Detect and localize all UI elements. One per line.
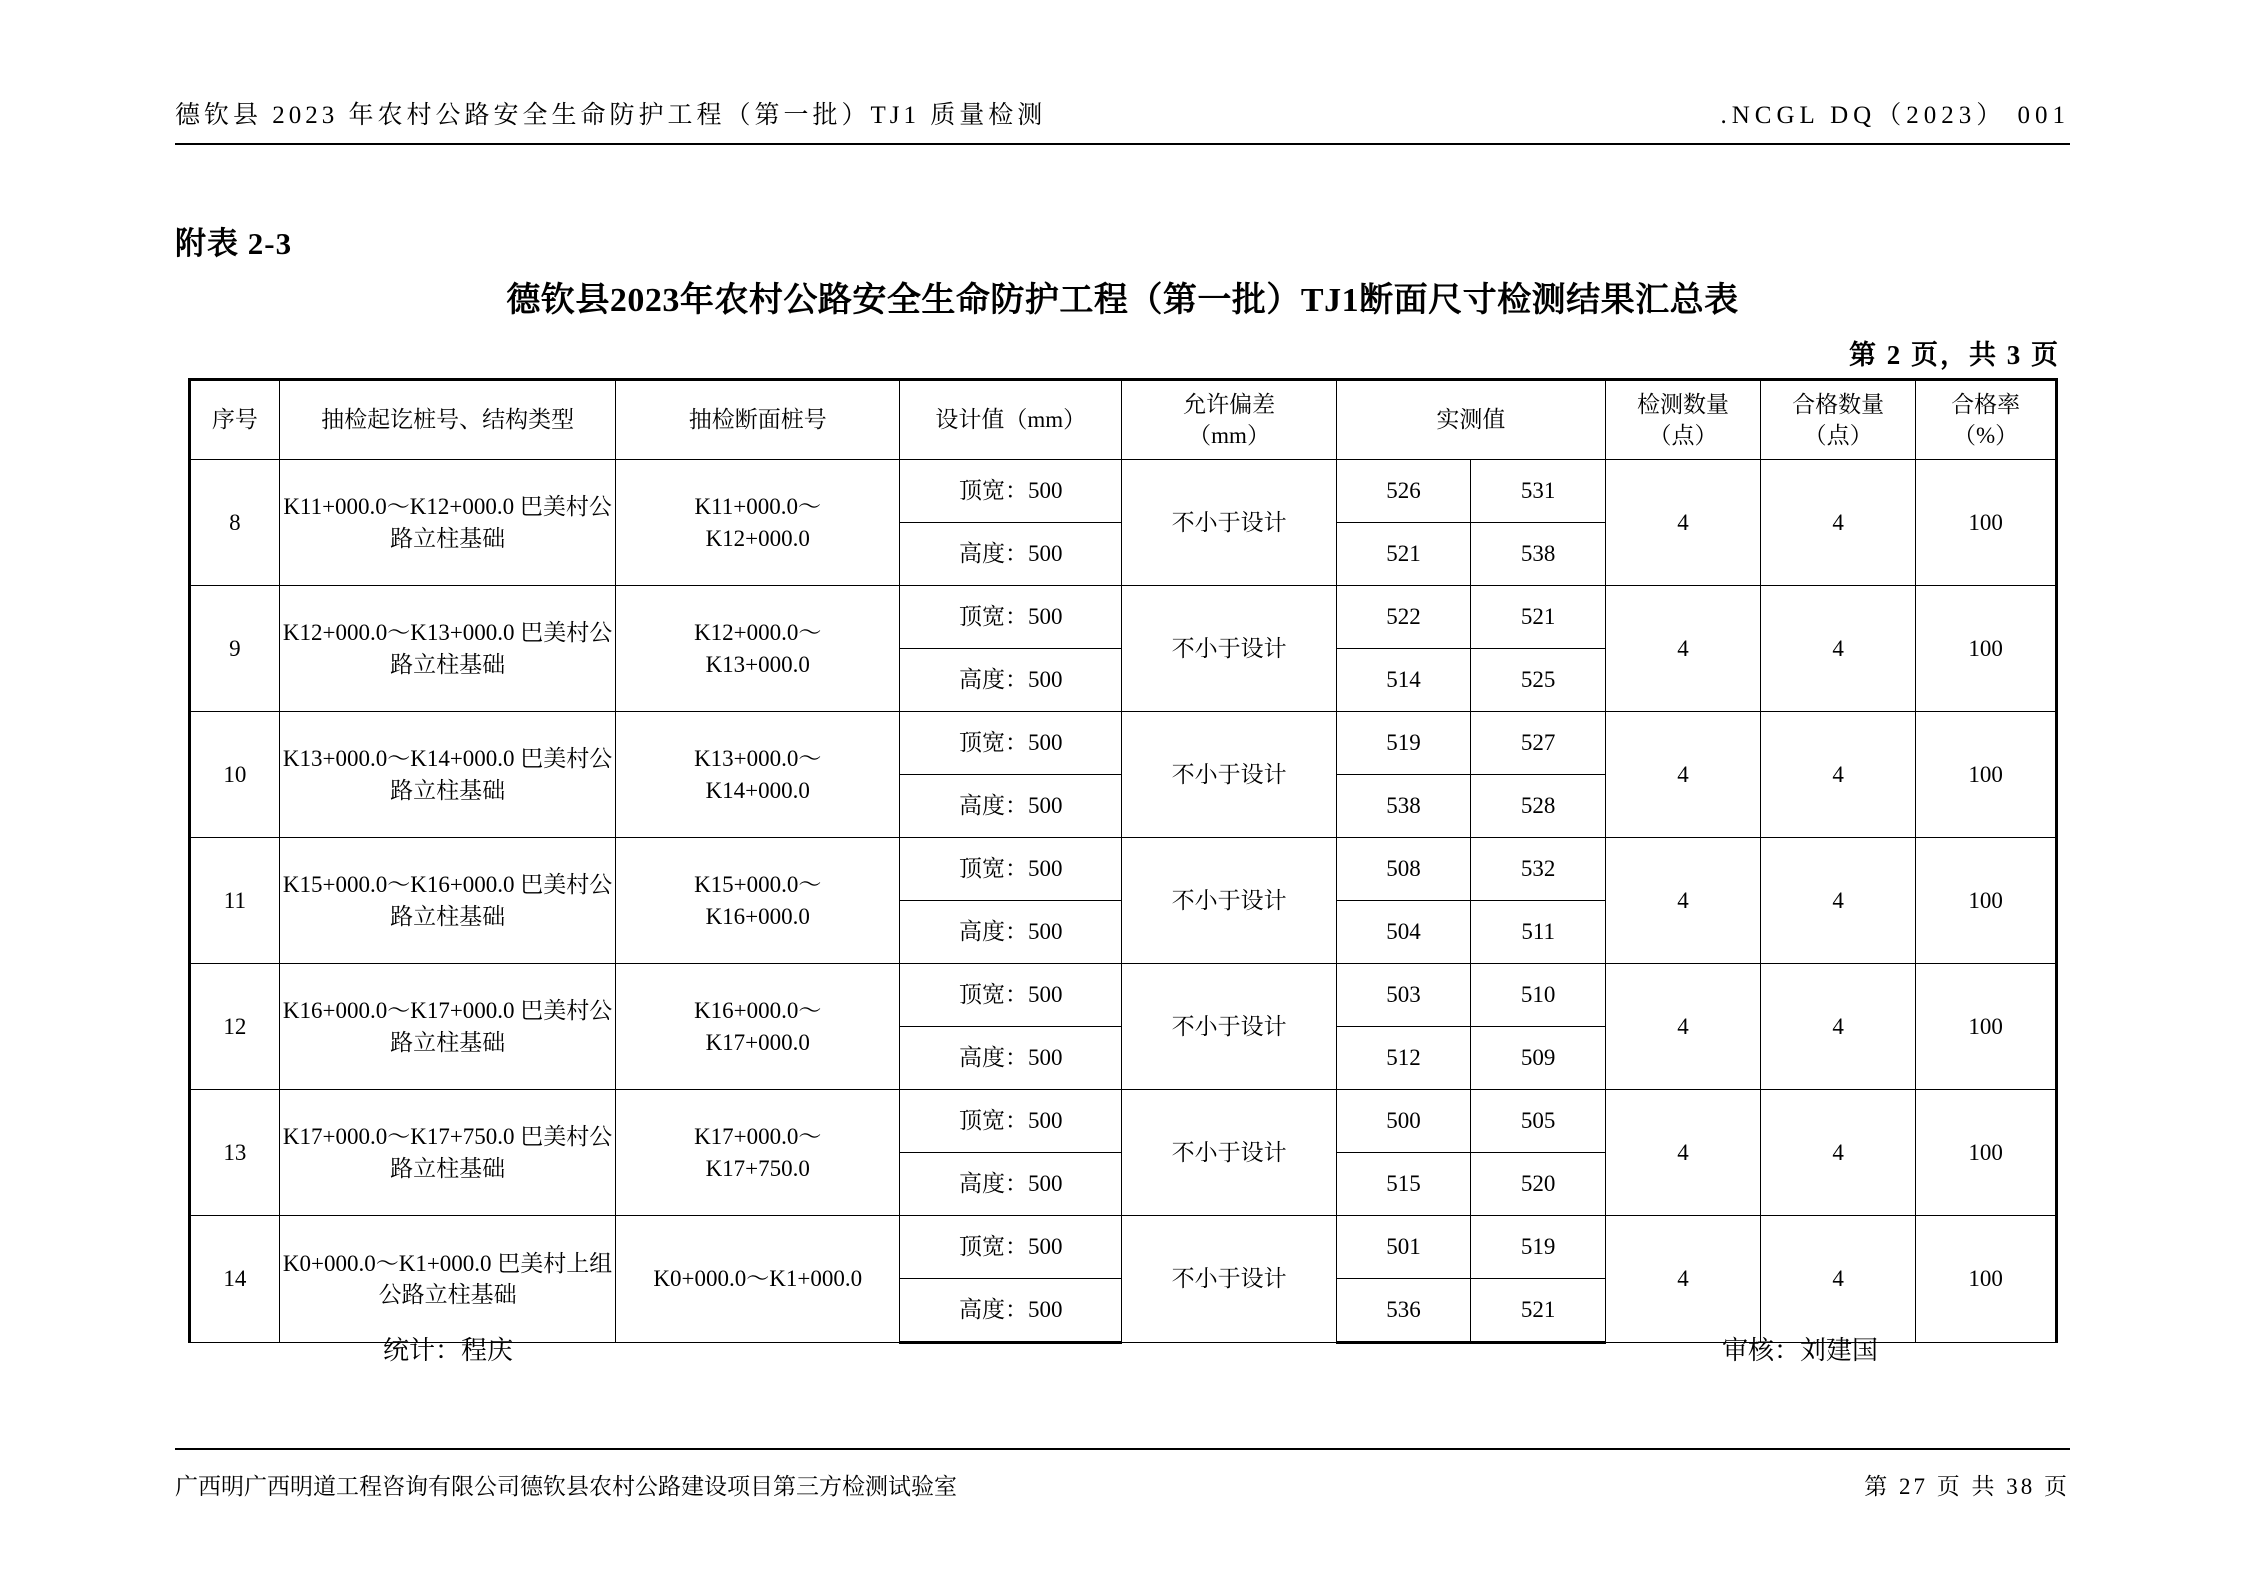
cell-section (616, 838, 900, 964)
col-header-deviation-line1: 允许偏差 (1183, 391, 1276, 417)
cell-rate: 100 (1916, 838, 2057, 964)
cell-measured-1: 522 (1336, 586, 1471, 649)
page-count-label: 第 2 页，共 3 页 (1849, 340, 2060, 370)
header-divider (175, 143, 2070, 145)
col-header-rate (1916, 380, 2057, 460)
cell-rate: 100 (1916, 964, 2057, 1090)
results-table-wrapper (188, 378, 2058, 1344)
cell-measured-1: 504 (1336, 901, 1471, 964)
cell-section-line1: K16+000.0～ (694, 998, 822, 1024)
col-header-count-line2: （点） (1648, 423, 1718, 448)
cell-section-line2: K12+000.0 (705, 525, 810, 551)
cell-design: 顶宽：500 (900, 460, 1122, 523)
cell-design: 顶宽：500 (900, 712, 1122, 775)
col-header-section: 抽检断面桩号 (616, 380, 900, 460)
footer-divider (175, 1448, 2070, 1450)
cell-design: 顶宽：500 (900, 1216, 1122, 1279)
cell-measured-2: 519 (1471, 1216, 1606, 1279)
header-doc-code: .NCGL DQ（2023） 001 (1720, 102, 2070, 129)
cell-measured-1: 519 (1336, 712, 1471, 775)
cell-segment: K11+000.0～K12+000.0 巴美村公路立柱基础 (279, 460, 616, 586)
cell-measured-1: 538 (1336, 775, 1471, 838)
cell-pass: 4 (1761, 838, 1916, 964)
cell-section (616, 964, 900, 1090)
cell-design: 高度：500 (900, 1279, 1122, 1343)
cell-measured-1: 500 (1336, 1090, 1471, 1153)
col-header-pass-line1: 合格数量 (1792, 391, 1885, 417)
footer-page-number: 第 27 页 共 38 页 (1864, 1474, 2070, 1499)
cell-design: 高度：500 (900, 1027, 1122, 1090)
cell-design: 顶宽：500 (900, 838, 1122, 901)
cell-measured-2: 520 (1471, 1153, 1606, 1216)
col-header-rate-line1: 合格率 (1951, 391, 2021, 417)
reviewer-label: 审核：刘建国 (1721, 1336, 1878, 1365)
cell-measured-2: 531 (1471, 460, 1606, 523)
appendix-label: 附表 2-3 (175, 226, 293, 261)
cell-section-line2: K17+750.0 (705, 1155, 810, 1181)
statistician-label: 统计：程庆 (383, 1336, 514, 1365)
col-header-deviation-line2: （mm） (1188, 423, 1270, 448)
cell-measured-1: 503 (1336, 964, 1471, 1027)
cell-deviation: 不小于设计 (1122, 1216, 1336, 1343)
cell-segment: K15+000.0～K16+000.0 巴美村公路立柱基础 (279, 838, 616, 964)
col-header-count-line1: 检测数量 (1637, 391, 1730, 417)
cell-rate: 100 (1916, 586, 2057, 712)
cell-measured-1: 508 (1336, 838, 1471, 901)
cell-count: 4 (1606, 1216, 1761, 1343)
cell-measured-1: 512 (1336, 1027, 1471, 1090)
cell-pass: 4 (1761, 460, 1916, 586)
cell-measured-2: 505 (1471, 1090, 1606, 1153)
cell-pass: 4 (1761, 1090, 1916, 1216)
cell-sn: 10 (190, 712, 280, 838)
cell-section-line1: K0+000.0～K1+000.0 (653, 1266, 863, 1292)
col-header-deviation (1122, 380, 1336, 460)
cell-deviation: 不小于设计 (1122, 712, 1336, 838)
cell-section (616, 1090, 900, 1216)
col-header-rate-line2: （%） (1952, 423, 2019, 448)
results-table (188, 378, 2058, 1344)
cell-design: 高度：500 (900, 775, 1122, 838)
cell-section (616, 712, 900, 838)
cell-section-line2: K17+000.0 (705, 1029, 810, 1055)
cell-measured-1: 521 (1336, 523, 1471, 586)
cell-count: 4 (1606, 1090, 1761, 1216)
cell-deviation: 不小于设计 (1122, 1090, 1336, 1216)
cell-section-line2: K14+000.0 (705, 777, 810, 803)
cell-segment: K17+000.0～K17+750.0 巴美村公路立柱基础 (279, 1090, 616, 1216)
footer-org: 广西明广西明道工程咨询有限公司德钦县农村公路建设项目第三方检测试验室 (175, 1474, 957, 1499)
table-header-row (190, 380, 2057, 460)
cell-section-line2: K16+000.0 (705, 903, 810, 929)
page-footer (175, 1468, 2070, 1501)
cell-segment: K13+000.0～K14+000.0 巴美村公路立柱基础 (279, 712, 616, 838)
cell-measured-2: 527 (1471, 712, 1606, 775)
table-row (190, 460, 2057, 523)
cell-rate: 100 (1916, 460, 2057, 586)
cell-measured-1: 515 (1336, 1153, 1471, 1216)
cell-rate: 100 (1916, 712, 2057, 838)
cell-measured-1: 536 (1336, 1279, 1471, 1343)
cell-measured-2: 525 (1471, 649, 1606, 712)
cell-measured-2: 532 (1471, 838, 1606, 901)
cell-segment: K0+000.0～K1+000.0 巴美村上组公路立柱基础 (279, 1216, 616, 1343)
cell-design: 高度：500 (900, 1153, 1122, 1216)
cell-count: 4 (1606, 964, 1761, 1090)
cell-measured-1: 501 (1336, 1216, 1471, 1279)
cell-measured-2: 538 (1471, 523, 1606, 586)
cell-design: 高度：500 (900, 523, 1122, 586)
cell-section-line1: K13+000.0～ (694, 746, 822, 772)
cell-measured-2: 521 (1471, 1279, 1606, 1343)
cell-measured-1: 514 (1336, 649, 1471, 712)
col-header-measured: 实测值 (1336, 380, 1605, 460)
cell-pass: 4 (1761, 964, 1916, 1090)
page-title: 德钦县2023年农村公路安全生命防护工程（第一批）TJ1断面尺寸检测结果汇总表 (506, 282, 1739, 319)
cell-count: 4 (1606, 586, 1761, 712)
cell-section-line1: K12+000.0～ (694, 620, 822, 646)
col-header-pass (1761, 380, 1916, 460)
cell-sn: 14 (190, 1216, 280, 1343)
cell-pass: 4 (1761, 1216, 1916, 1343)
cell-section-line1: K15+000.0～ (694, 872, 822, 898)
cell-measured-2: 510 (1471, 964, 1606, 1027)
col-header-count (1606, 380, 1761, 460)
cell-pass: 4 (1761, 586, 1916, 712)
cell-deviation: 不小于设计 (1122, 460, 1336, 586)
cell-measured-2: 509 (1471, 1027, 1606, 1090)
table-row (190, 838, 2057, 901)
cell-measured-2: 521 (1471, 586, 1606, 649)
cell-sn: 13 (190, 1090, 280, 1216)
cell-count: 4 (1606, 460, 1761, 586)
cell-section (616, 586, 900, 712)
cell-segment: K12+000.0～K13+000.0 巴美村公路立柱基础 (279, 586, 616, 712)
cell-design: 顶宽：500 (900, 1090, 1122, 1153)
table-row (190, 1090, 2057, 1153)
table-row (190, 1216, 2057, 1279)
cell-section (616, 460, 900, 586)
cell-deviation: 不小于设计 (1122, 586, 1336, 712)
cell-measured-1: 526 (1336, 460, 1471, 523)
col-header-segment: 抽检起讫桩号、结构类型 (279, 380, 616, 460)
cell-count: 4 (1606, 712, 1761, 838)
cell-design: 顶宽：500 (900, 964, 1122, 1027)
header-project-title: 德钦县 2023 年农村公路安全生命防护工程（第一批）TJ1 质量检测 (175, 102, 1047, 129)
cell-segment: K16+000.0～K17+000.0 巴美村公路立柱基础 (279, 964, 616, 1090)
cell-deviation: 不小于设计 (1122, 964, 1336, 1090)
cell-pass: 4 (1761, 712, 1916, 838)
table-row (190, 586, 2057, 649)
cell-section-line1: K11+000.0～ (694, 494, 821, 520)
col-header-sn: 序号 (190, 380, 280, 460)
col-header-design: 设计值（mm） (900, 380, 1122, 460)
signature-row (188, 1330, 2058, 1367)
cell-section (616, 1216, 900, 1343)
cell-section-line1: K17+000.0～ (694, 1124, 822, 1150)
cell-design: 高度：500 (900, 901, 1122, 964)
cell-rate: 100 (1916, 1216, 2057, 1343)
cell-count: 4 (1606, 838, 1761, 964)
cell-deviation: 不小于设计 (1122, 838, 1336, 964)
cell-sn: 8 (190, 460, 280, 586)
cell-design: 高度：500 (900, 649, 1122, 712)
cell-sn: 11 (190, 838, 280, 964)
cell-sn: 9 (190, 586, 280, 712)
cell-design: 顶宽：500 (900, 586, 1122, 649)
table-row (190, 712, 2057, 775)
table-row (190, 964, 2057, 1027)
col-header-pass-line2: （点） (1803, 423, 1873, 448)
cell-section-line2: K13+000.0 (705, 651, 810, 677)
cell-sn: 12 (190, 964, 280, 1090)
cell-measured-2: 511 (1471, 901, 1606, 964)
cell-rate: 100 (1916, 1090, 2057, 1216)
cell-measured-2: 528 (1471, 775, 1606, 838)
page-header (175, 95, 2070, 131)
